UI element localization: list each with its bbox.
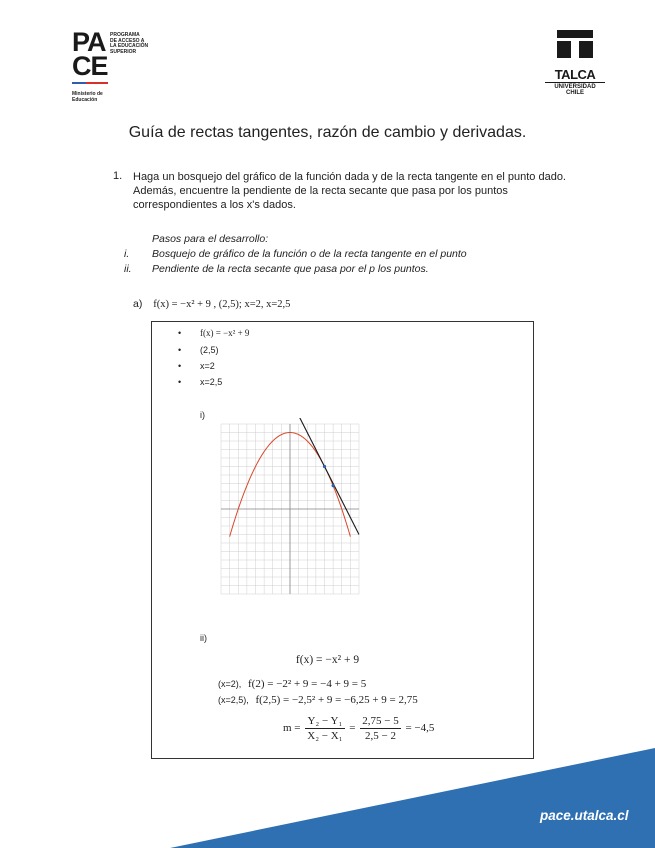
pace-program-line: SUPERIOR [110, 48, 137, 55]
fraction-denominator: X₂ − X₁ [307, 730, 343, 742]
pace-logo-text-pa: PA [72, 27, 106, 57]
bullet-dot: • [178, 328, 182, 338]
part-a-label: a) [133, 298, 143, 310]
pace-program-line: DE ACCESO A [110, 37, 145, 44]
eval-expression: f(2) = −2² + 9 = −4 + 9 = 5 [248, 678, 367, 690]
bullet-text: f(x) = −x² + 9 [200, 328, 250, 338]
eval-label: (x=2), [218, 679, 242, 689]
graph-plot [215, 418, 365, 600]
pace-stripe-blue [72, 82, 86, 84]
question-number: 1. [113, 170, 123, 182]
eval-label: (x=2,5), [218, 695, 249, 705]
ministry-line: Educación [72, 96, 98, 103]
talca-name: TALCA [554, 67, 596, 82]
bullet-text: x=2 [200, 361, 215, 371]
slope-result: = −4,5 [405, 722, 435, 735]
slope-fraction-symbolic [305, 714, 344, 743]
bullet-text: x=2,5 [200, 377, 223, 387]
ministry-line: Ministerio de [72, 91, 103, 97]
bullet-dot: • [178, 377, 182, 387]
ministry-text [72, 92, 103, 103]
bullet-dot: • [178, 345, 182, 355]
step-text: Bosquejo de gráfico de la función o de la recta tangente en el punto [152, 248, 467, 260]
slope-lhs: m = [283, 722, 301, 735]
pace-logo [72, 27, 167, 110]
step-ordinal: ii. [124, 263, 132, 275]
page-title: Guía de rectas tangentes, razón de cambio y derivadas. [128, 124, 527, 141]
roman-i-label: i) [200, 410, 205, 420]
pace-program-text [110, 33, 160, 55]
eval-expression: f(2,5) = −2,5² + 9 = −6,25 + 9 = 2,75 [255, 694, 418, 706]
talca-country: CHILE [566, 90, 584, 96]
footer-band [0, 740, 655, 848]
step-text: Pendiente de la recta secante que pasa por el p los puntos. [152, 263, 429, 275]
talca-logo-gap [571, 41, 579, 58]
bullet-dot: • [178, 361, 182, 371]
slope-fraction-numeric [360, 714, 400, 743]
talca-logo-bar [557, 30, 593, 38]
fraction-numerator: Y₂ − Y₁ [305, 714, 344, 729]
question-line: Además, encuentre la pendiente de la recta secante que pasa por los puntos [133, 185, 508, 197]
equals-sign: = [349, 722, 356, 735]
data-point [323, 465, 326, 468]
footer-blue-band [170, 748, 655, 848]
talca-university: UNIVERSIDAD [545, 82, 605, 90]
function-equation: f(x) = −x² + 9 [295, 654, 360, 666]
part-a-statement: f(x) = −x² + 9 , (2,5); x=2, x=2,5 [153, 299, 291, 310]
question-line: Haga un bosquejo del gráfico de la función dada y de la recta tangente en el punto dado. [133, 171, 566, 183]
part-a [133, 298, 290, 310]
roman-ii-label: ii) [200, 633, 207, 643]
evaluation-line-1 [218, 678, 366, 690]
slope-formula [283, 714, 434, 743]
pace-program-line: PROGRAMA [110, 32, 140, 38]
step-item [124, 262, 467, 277]
talca-logo [545, 30, 605, 100]
steps-heading: Pasos para el desarrollo: [152, 233, 269, 245]
question-text [133, 170, 603, 212]
fraction-numerator: 2,75 − 5 [362, 715, 399, 727]
steps-section [124, 232, 467, 277]
pace-program-line: LA EDUCACIÓN [110, 43, 149, 50]
step-item [124, 247, 467, 262]
step-ordinal: i. [124, 248, 130, 260]
pace-stripe-red [86, 82, 108, 84]
bullet-text: (2,5) [200, 345, 219, 355]
footer-url[interactable]: pace.utalca.cl [540, 808, 629, 823]
evaluation-line-2 [218, 694, 418, 706]
pace-logo-text-ce: CE [72, 51, 108, 81]
data-point [332, 484, 335, 487]
fraction-denominator: 2,5 − 2 [365, 730, 396, 742]
question-line: correspondientes a los x's dados. [133, 199, 296, 211]
